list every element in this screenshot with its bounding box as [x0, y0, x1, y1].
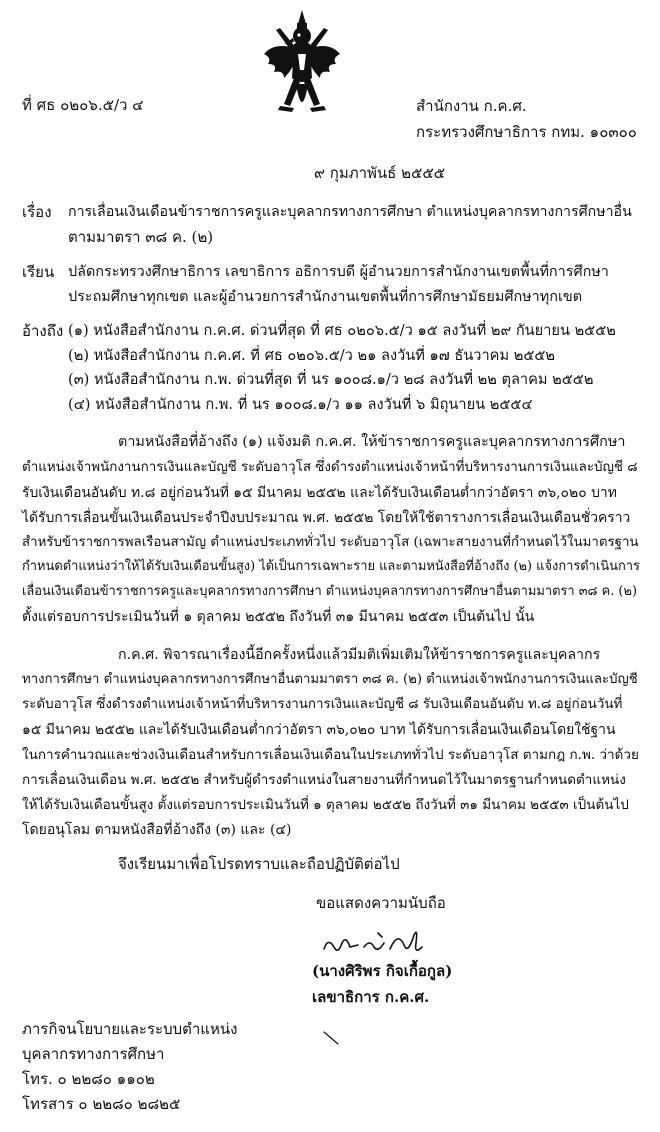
document-date: ๙ กุมภาพันธ์ ๒๕๕๕ [314, 164, 446, 182]
body-paragraph-1-line: ตามหนังสือที่อ้างถึง (๑) แจ้งมติ ก.ค.ศ. ให้ข้าราชการครูและบุคลากรทางการศึกษา [118, 434, 626, 450]
fax-number: โทรสาร ๐ ๒๒๘๐ ๒๘๒๕ [22, 1095, 181, 1113]
references-label: อ้างถึง [22, 322, 64, 340]
handwritten-signature [318, 925, 430, 961]
body-paragraph-2-line: การเลื่อนเงินเดือน พ.ศ. ๒๕๕๒ สำหรับผู้ดำรงตำแหน่งในสายงานที่กำหนดไว้ในมาตรฐานกำหนดตำแหน่ง [22, 772, 626, 788]
body-paragraph-2-line: ๑๕ มีนาคม ๒๕๕๒ และได้รับเงินเดือนต่ำกว่าอัตรา ๓๖,๐๒๐ บาท ได้รับการเลื่อนเงินเดือนโดยใช้ฐาน [22, 722, 616, 738]
closing-sentence: จึงเรียนมาเพื่อโปรดทราบและถือปฏิบัติต่อไป [118, 855, 400, 873]
body-paragraph-2-line: ในการคำนวณและช่วงเงินเดือนสำหรับการเลื่อนเงินเดือนในประเภททั่วไป ระดับอาวุโส ตามกฎ ก.พ. ว่าด้วย [22, 747, 639, 763]
reference-item: (๒) หนังสือสำนักงาน ก.ค.ศ. ที่ ศธ ๐๒๐๖.๕/ว ๒๑ ลงวันที่ ๑๗ ธันวาคม ๒๕๕๒ [68, 347, 556, 364]
body-paragraph-1-line: ได้รับการเลื่อนขั้นเงินเดือนประจำปีงบประมาณ พ.ศ. ๒๕๕๒ โดยให้ใช้ตารางการเลื่อนเงินเดือนชั่วคราว [22, 510, 631, 526]
pen-mark [322, 1030, 342, 1050]
signatory-name: (นางศิริพร กิจเกื้อกูล) [312, 962, 453, 980]
body-paragraph-1-line: สำหรับข้าราชการพลเรือนสามัญ ตำแหน่งประเภททั่วไป ระดับอาวุโส (เฉพาะสายงานที่กำหนดไว้ในมาตรฐาน [22, 535, 639, 550]
body-paragraph-2-line: โดยอนุโลม ตามหนังสือที่อ้างถึง (๓) และ (๔) [22, 822, 292, 838]
issuing-unit-line-2: บุคลากรทางการศึกษา [22, 1045, 165, 1063]
body-paragraph-1-line: กำหนดตำแหน่งว่าให้ได้รับเงินเดือนขั้นสูง) ได้เป็นการเฉพาะราย และตามหนังสือที่อ้างถึง (๒) แจ้งการดำเนินการ [22, 559, 640, 574]
addressee-line-1: ปลัดกระทรวงศึกษาธิการ เลขาธิการ อธิการบดี ผู้อำนวยการสำนักงานเขตพื้นที่การศึกษา [68, 264, 609, 280]
body-paragraph-1-line: เลื่อนเงินเดือนข้าราชการครูและบุคลากรทางการศึกษา ตำแหน่งบุคลากรทางการศึกษาอื่นตามมาตรา ๓๘ ค. (๒) [22, 584, 637, 599]
signatory-position: เลขาธิการ ก.ค.ศ. [312, 988, 430, 1006]
body-paragraph-1-line: รับเงินเดือนอันดับ ท.๘ อยู่ก่อนวันที่ ๑๕ มีนาคม ๒๕๕๒ และได้รับเงินเดือนต่ำกว่าอัตรา ๓๖,๐๒๐ บาท [22, 485, 617, 501]
addressee-label: เรียน [22, 263, 55, 281]
office-name: สำนักงาน ก.ค.ศ. [416, 97, 527, 115]
body-paragraph-1-line: ตั้งแต่รอบการประเมินวันที่ ๑ ตุลาคม ๒๕๕๒ ถึงวันที่ ๓๑ มีนาคม ๒๕๕๓ เป็นต้นไป นั้น [22, 609, 535, 625]
body-paragraph-2-line: ให้ได้รับเงินเดือนขั้นสูง ตั้งแต่รอบการประเมินวันที่ ๑ ตุลาคม ๒๕๕๒ ถึงวันที่ ๓๑ มีนาคม ๒๕๕๓ เป็นต้นไป [22, 797, 629, 813]
subject-label: เรื่อง [22, 203, 52, 221]
phone-number: โทร. ๐ ๒๒๘๐ ๑๑๐๒ [22, 1070, 155, 1088]
reference-item: (๔) หนังสือสำนักงาน ก.พ. ที่ นร ๑๐๐๘.๑/ว ๑๑ ลงวันที่ ๖ มิถุนายน ๒๕๕๔ [68, 396, 533, 413]
subject-line-2: ตามมาตรา ๓๘ ค. (๒) [68, 228, 214, 246]
body-paragraph-1-line: ตำแหน่งเจ้าพนักงานการเงินและบัญชี ระดับอาวุโส ซึ่งดำรงตำแหน่งเจ้าหน้าที่บริหารงานการเงินและบัญชี ๘ [22, 460, 638, 475]
salutation: ขอแสดงความนับถือ [316, 894, 446, 912]
reference-item: (๓) หนังสือสำนักงาน ก.พ. ด่วนที่สุด ที่ นร ๑๐๐๘.๑/ว ๒๘ ลงวันที่ ๒๒ ตุลาคม ๒๕๕๒ [68, 371, 594, 388]
body-paragraph-2-line: ระดับอาวุโส ซึ่งดำรงตำแหน่งเจ้าหน้าที่บริหารงานการเงินและบัญชี ๘ รับเงินเดือนอันดับ ท.๘ อยู่ก่อนวันที่ [22, 697, 623, 712]
subject-line-1: การเลื่อนเงินเดือนข้าราชการครูและบุคลากรทางการศึกษา ตำแหน่งบุคลากรทางการศึกษาอื่น [68, 204, 632, 220]
issuing-unit-line-1: ภารกิจนโยบายและระบบตำแหน่ง [22, 1020, 238, 1038]
office-address: กระทรวงศึกษาธิการ กทม. ๑๐๓๐๐ [416, 123, 637, 141]
body-paragraph-2-line: ก.ค.ศ. พิจารณาเรื่องนี้อีกครั้งหนึ่งแล้วมีมติเพิ่มเติมให้ข้าราชการครูและบุคลากร [118, 647, 601, 663]
document-reference-number: ที่ ศธ ๐๒๐๖.๕/ว ๔ [22, 96, 144, 114]
garuda-emblem [262, 8, 342, 126]
body-paragraph-2-line: ทางการศึกษา ตำแหน่งบุคลากรทางการศึกษาอื่นตามมาตรา ๓๘ ค. (๒) ตำแหน่งเจ้าพนักงานการเงินและบัญชี [22, 672, 638, 687]
reference-item: (๑) หนังสือสำนักงาน ก.ค.ศ. ด่วนที่สุด ที่ ศธ ๐๒๐๖.๕/ว ๑๕ ลงวันที่ ๒๙ กันยายน ๒๕๕๒ [68, 322, 616, 339]
addressee-line-2: ประถมศึกษาทุกเขต และผู้อำนวยการสำนักงานเขตพื้นที่การศึกษามัธยมศึกษาทุกเขต [68, 289, 583, 305]
